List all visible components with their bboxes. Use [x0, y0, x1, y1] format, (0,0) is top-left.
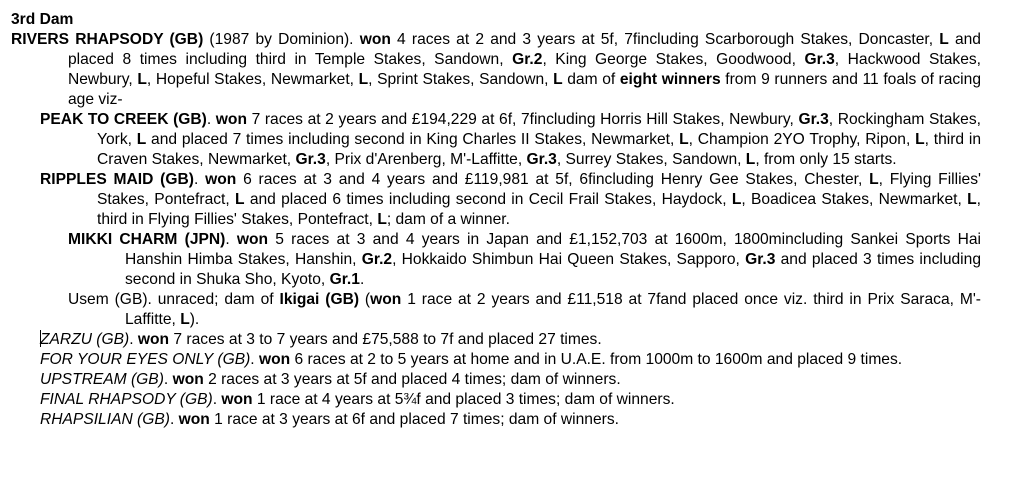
offspring-entry-peak-to-creek: PEAK TO CREEK (GB). won 7 races at 2 years and £194,229 at 6f, 7fincluding Horris Hill Stakes, Newbury, Gr.3, Rockingham Stakes, York, L and placed 7 times including second in King Charles II Stakes, Newmarket, L, Champion 2YO Trophy, Ripon, L, third in Craven Stakes, Newmarket, Gr.3, Prix d'Arenberg, M'-Laffitte, Gr.3, Surrey Stakes, Sandown, L, from only 15 starts. [40, 111, 981, 168]
offspring-entry-mikki-charm: MIKKI CHARM (JPN). won 5 races at 3 and 4 years in Japan and £1,152,703 at 1600m, 1800mincluding Sankei Sports Hai Hanshin Himba Stakes, Hanshin, Gr.2, Hokkaido Shimbun Hai Queen Stakes, Sapporo, Gr.3 and placed 3 times including second in Shuka Sho, Kyoto, Gr.1. [68, 231, 981, 288]
offspring-entry-zarzu: ZARZU (GB). won 7 races at 3 to 7 years and £75,588 to 7f and placed 27 times. [40, 331, 602, 348]
dam-entry: RIVERS RHAPSODY (GB) (1987 by Dominion). won 4 races at 2 and 3 years at 5f, 7fincluding Scarborough Stakes, Doncaster, L and placed 8 times including third in Temple Stakes, Sandown, Gr.2, King George Stakes, Goodwood, Gr.3, Hackwood Stakes, Newbury, L, Hopeful Stakes, Newmarket, L, Sprint Stakes, Sandown, L dam of eight winners from 9 runners and 11 foals of racing age viz- [11, 31, 982, 108]
horse-name: MIKKI CHARM (JPN) [68, 231, 226, 248]
offspring-entry-final-rhapsody: FINAL RHAPSODY (GB). won 1 race at 4 years at 5¾f and placed 3 times; dam of winners. [40, 391, 675, 408]
horse-name: UPSTREAM (GB) [40, 371, 164, 388]
pedigree-document [11, 10, 981, 430]
horse-name: RIPPLES MAID (GB) [40, 171, 194, 188]
section-heading: 3rd Dam [11, 11, 74, 28]
offspring-entry-usem: Usem (GB). unraced; dam of Ikigai (GB) (won 1 race at 2 years and £11,518 at 7fand placed once viz. third in Prix Saraca, M'-Laffitte, L). [68, 291, 982, 328]
horse-name: RHAPSILIAN (GB) [40, 411, 170, 428]
horse-name: PEAK TO CREEK (GB) [40, 111, 207, 128]
horse-name: RIVERS RHAPSODY (GB) [11, 31, 204, 48]
horse-name: Ikigai (GB) [279, 291, 360, 308]
offspring-entry-upstream: UPSTREAM (GB). won 2 races at 3 years at 5f and placed 4 times; dam of winners. [40, 371, 621, 388]
offspring-entry-for-your-eyes-only: FOR YOUR EYES ONLY (GB). won 6 races at 2 to 5 years at home and in U.A.E. from 1000m to 1600m and placed 9 times. [40, 351, 903, 368]
offspring-entry-ripples-maid: RIPPLES MAID (GB). won 6 races at 3 and 4 years and £119,981 at 5f, 6fincluding Henry Gee Stakes, Chester, L, Flying Fillies' Stakes, Pontefract, L and placed 6 times including second in Cecil Frail Stakes, Haydock, L, Boadicea Stakes, Newmarket, L, third in Flying Fillies' Stakes, Pontefract, L; dam of a winner. [40, 171, 981, 228]
offspring-entry-rhapsilian: RHAPSILIAN (GB). won 1 race at 3 years at 6f and placed 7 times; dam of winners. [40, 411, 619, 428]
horse-name: FOR YOUR EYES ONLY (GB) [40, 351, 251, 368]
horse-name: FINAL RHAPSODY (GB) [40, 391, 213, 408]
horse-name: ZARZU (GB) [40, 331, 130, 348]
